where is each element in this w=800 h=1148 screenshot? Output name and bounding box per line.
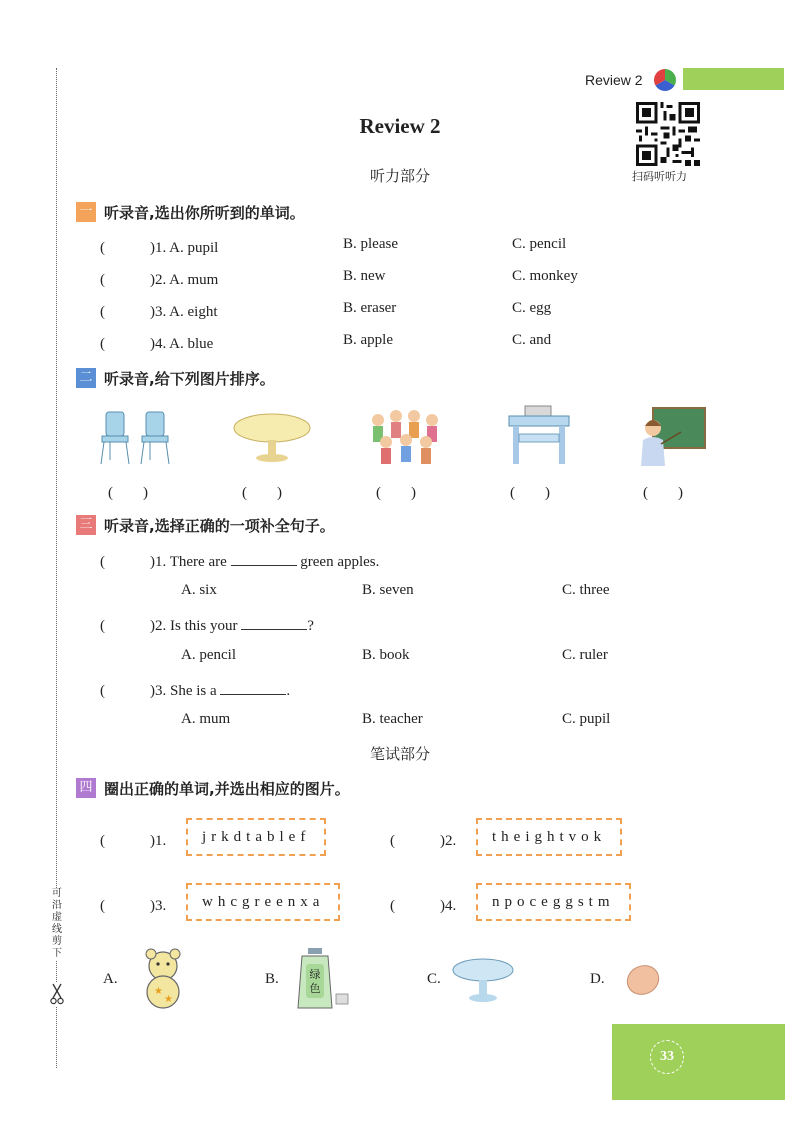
part4-option-a-label[interactable]: A. [103, 971, 118, 987]
part3-instruction: 听录音,选择正确的一项补全句子。 [104, 517, 335, 535]
scissors-icon [50, 982, 64, 1006]
header-color-bar [683, 68, 784, 90]
page-title: Review 2 [359, 114, 441, 138]
sentence-blank[interactable] [220, 680, 286, 695]
writing-section-title: 笔试部分 [369, 745, 430, 763]
part1-instruction: 听录音,选出你所听到的单词。 [104, 204, 305, 222]
part2-instruction: 听录音,给下列图片排序。 [104, 370, 275, 388]
part3-q1-sentence: ( )1. There are green apples. [100, 550, 379, 571]
sentence-blank[interactable] [241, 615, 307, 630]
part3-q1-option-a[interactable]: A. six [181, 582, 217, 598]
part3-q2-option-a[interactable]: A. pencil [181, 647, 236, 663]
part3-q3-option-a[interactable]: A. mum [181, 711, 231, 727]
part3-q1-option-b[interactable]: B. seven [362, 582, 414, 598]
sentence-blank[interactable] [231, 551, 297, 566]
children-image [364, 404, 448, 468]
part4-q1-letter-grid[interactable]: jrkdtablef [186, 818, 326, 856]
svg-text:★: ★ [154, 986, 163, 997]
round-table-image [230, 410, 314, 466]
part4-option-d-label[interactable]: D. [590, 971, 605, 987]
answer-paren[interactable]: ( ) [100, 618, 155, 634]
part1-q2-option-b[interactable]: B. new [343, 268, 386, 284]
part1-q3-option-a[interactable]: ( )3. A. eight [100, 304, 218, 320]
part3-q3-option-b[interactable]: B. teacher [362, 711, 423, 727]
part4-q3-letter-grid[interactable]: whcgreenxa [186, 883, 340, 921]
part2-blank-2[interactable]: ( ) [242, 485, 282, 501]
part3-q2-sentence: ( )2. Is this your ? [100, 614, 314, 635]
green-paint-tube-image [294, 946, 356, 1012]
part2-blank-5[interactable]: ( ) [643, 485, 683, 501]
part2-number-badge: 二 [76, 368, 96, 388]
part4-q2-letter-grid[interactable]: theightvok [476, 818, 622, 856]
part1-q1-option-b[interactable]: B. please [343, 236, 398, 252]
part3-q1-option-c[interactable]: C. three [562, 582, 610, 598]
page-number-panel [612, 1024, 785, 1100]
part4-q4-letter-grid[interactable]: npoceggstm [476, 883, 631, 921]
listening-section-title: 听力部分 [369, 167, 430, 185]
part1-q3-option-b[interactable]: B. eraser [343, 300, 397, 316]
qr-caption: 扫码听听力 [632, 170, 687, 183]
part4-q4-label[interactable]: ( )4. [390, 898, 457, 914]
part1-q4-option-a[interactable]: ( )4. A. blue [100, 336, 214, 352]
part1-q1-option-a[interactable]: ( )1. A. pupil [100, 240, 219, 256]
egg-image [620, 958, 666, 1002]
part1-q2-option-a[interactable]: ( )2. A. mum [100, 272, 219, 288]
chairs-image [96, 408, 182, 468]
page-number: 33 [650, 1040, 684, 1074]
part1-q4-option-c[interactable]: C. and [512, 332, 552, 348]
part3-q2-option-b[interactable]: B. book [362, 647, 410, 663]
part2-blank-3[interactable]: ( ) [376, 485, 416, 501]
part2-blank-1[interactable]: ( ) [108, 485, 148, 501]
part1-q1-option-c[interactable]: C. pencil [512, 236, 567, 252]
teacher-image [637, 406, 707, 468]
part1-q4-option-b[interactable]: B. apple [343, 332, 393, 348]
header-tag: Review 2 [585, 72, 643, 88]
qr-code[interactable] [636, 102, 700, 166]
desk-image [505, 404, 573, 468]
part4-q2-label[interactable]: ( )2. [390, 833, 457, 849]
part4-q3-label[interactable]: ( )3. [100, 898, 167, 914]
part1-q3-option-c[interactable]: C. egg [512, 300, 552, 316]
answer-paren[interactable]: ( ) [100, 683, 155, 699]
part3-q2-option-c[interactable]: C. ruler [562, 647, 608, 663]
part4-q1-label[interactable]: ( )1. [100, 833, 167, 849]
part1-q2-option-c[interactable]: C. monkey [512, 268, 578, 284]
round-table-small-image [450, 956, 516, 1004]
part4-option-c-label[interactable]: C. [427, 971, 441, 987]
part1-number-badge: 一 [76, 202, 96, 222]
cut-label: 可沿虚线剪下 [52, 888, 62, 959]
paint-tube-label: 绿色 [309, 968, 321, 995]
part3-q3-sentence: ( )3. She is a . [100, 679, 290, 700]
color-wheel-icon [653, 68, 677, 92]
part3-number-badge: 三 [76, 515, 96, 535]
part4-instruction: 圈出正确的单词,并选出相应的图片。 [104, 780, 350, 798]
part4-number-badge: 四 [76, 778, 96, 798]
number-eight-mouse-image [138, 946, 188, 1010]
part4-option-b-label[interactable]: B. [265, 971, 279, 987]
answer-paren[interactable]: ( ) [100, 554, 155, 570]
svg-text:★: ★ [164, 994, 173, 1005]
part3-q3-option-c[interactable]: C. pupil [562, 711, 611, 727]
part2-blank-4[interactable]: ( ) [510, 485, 550, 501]
